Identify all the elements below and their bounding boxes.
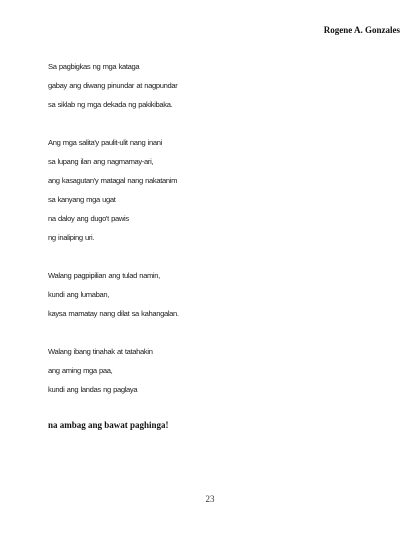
stanza-2 (48, 133, 388, 247)
stanza-1 (48, 57, 388, 114)
poem-line: ang aming mga paa, (48, 366, 113, 375)
poem-line: kundi ang lumaban, (48, 290, 109, 299)
stanza-break (48, 114, 388, 133)
poem-line: sa siklab ng mga dekada ng pakikibaka. (48, 100, 173, 109)
poem-line: Walang pagpipilian ang tulad namin, (48, 271, 160, 280)
stanza-break (48, 247, 388, 266)
poem-body (48, 57, 388, 435)
poem-line: ng inaliping uri. (48, 233, 95, 242)
stanza-break (48, 323, 388, 342)
stanza-break (48, 399, 388, 416)
closing-line: na ambag ang bawat paghinga! (48, 420, 169, 430)
poem-line: gabay ang diwang pinundar at nagpundar (48, 81, 178, 90)
stanza-3 (48, 266, 388, 323)
page-number: 23 (205, 494, 215, 504)
poem-line: na daloy ang dugo't pawis (48, 214, 129, 223)
stanza-4 (48, 342, 388, 399)
running-header-author: Rogene A. Gonzales (323, 25, 400, 35)
poem-line: sa kanyang mga ugat (48, 195, 116, 204)
poem-line: kaysa mamatay nang dilat sa kahangalan. (48, 309, 179, 318)
poem-line: kundi ang landas ng paglaya (48, 385, 138, 394)
poem-line: Sa pagbigkas ng mga kataga (48, 62, 140, 71)
poem-line: Ang mga salita'y paulit-ulit nang inani (48, 138, 162, 147)
poem-line: sa lupang ilan ang nagmamay-ari, (48, 157, 154, 166)
poem-line: ang kasagutan'y matagal nang nakatanim (48, 176, 178, 185)
poem-line: Walang ibang tinahak at tatahakin (48, 347, 153, 356)
